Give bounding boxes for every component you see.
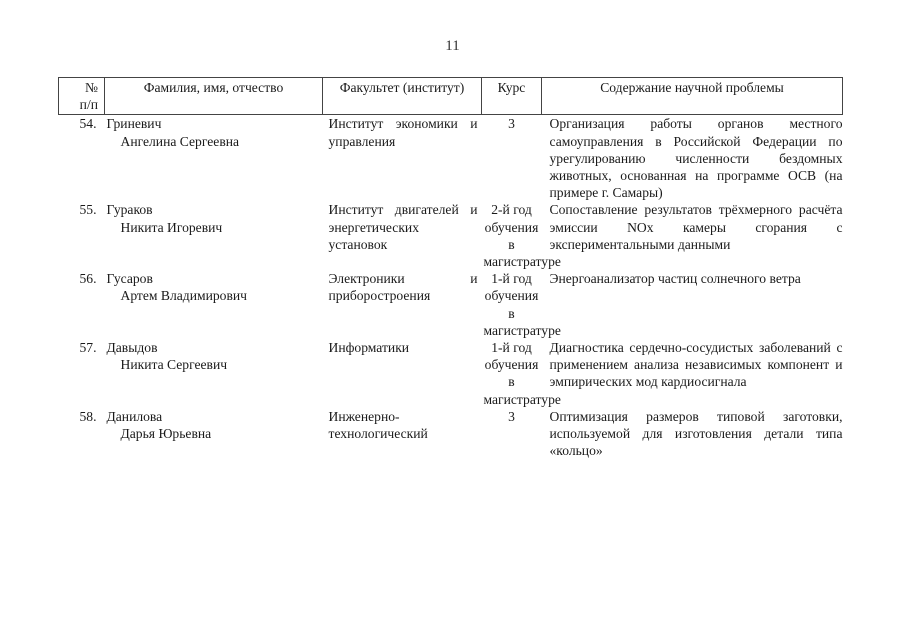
course-cell: 1-й год обучения в магистратуре [483,340,561,407]
header-faculty: Факультет (институт) [323,78,482,115]
row-number: 55. [79,202,97,218]
table-row [59,339,843,408]
course-cell: 3 [508,408,515,424]
student-surname: Гусаров [106,271,153,287]
topic-cell: Организация работы органов местного самоуправления в Российской Федерации по урегулированию численности бездомных животных, основанная на программе ОСВ (на примере г. Самары) [549,116,843,201]
student-given-names: Дарья Юрьевна [120,426,212,442]
faculty-cell: Институт двигателей и энергетических установок [328,202,478,252]
header-number-line1: № [85,80,98,95]
row-number: 57. [79,340,97,356]
faculty-cell: Информатики [328,340,410,356]
topic-cell: Диагностика сердечно-сосудистых заболеваний с применением анализа независимых компонент и эмпирических мод кардиосигнала [549,340,843,390]
topic-cell: Энергоанализатор частиц солнечного ветра [549,271,801,287]
student-given-names: Ангелина Сергеевна [120,133,240,149]
student-given-names: Никита Сергеевич [120,357,228,373]
row-number: 54. [79,116,97,132]
student-name [105,339,323,408]
faculty-cell: Инженерно-технологический [328,408,428,442]
header-number [59,78,105,115]
table-row [59,270,843,339]
row-number: 56. [79,271,97,287]
students-table [58,77,843,459]
student-given-names: Артем Владимирович [120,288,247,304]
student-surname: Гураков [106,202,153,218]
faculty-cell: Институт экономики и управления [328,116,478,149]
page-number: 11 [445,38,460,54]
student-name [105,115,323,202]
table-header-row [59,78,843,115]
header-name: Фамилия, имя, отчество [105,78,323,115]
row-number: 58. [79,408,97,424]
faculty-cell: Электроники и приборостроения [328,271,478,304]
header-number-line2: п/п [79,97,98,113]
course-cell: 1-й год обучения в магистратуре [483,271,561,338]
course-cell: 2-й год обучения в магистратуре [483,202,561,270]
student-name [105,270,323,339]
header-course: Курс [482,78,542,115]
student-name [105,201,323,270]
course-cell: 3 [508,116,515,132]
student-surname: Давыдов [106,340,158,356]
topic-cell: Оптимизация размеров типовой заготовки, используемой для изготовления детали типа «кольцо» [549,408,843,459]
table-row [59,115,843,202]
student-surname: Гриневич [106,116,162,132]
table-row [59,201,843,270]
student-name [105,408,323,460]
student-given-names: Никита Игоревич [120,219,223,235]
table-row [59,408,843,460]
header-topic: Содержание научной проблемы [542,78,843,115]
student-surname: Данилова [106,408,163,424]
topic-cell: Сопоставление результатов трёхмерного расчёта эмиссии NOx камеры сгорания с экспериментальными данными [549,202,843,252]
